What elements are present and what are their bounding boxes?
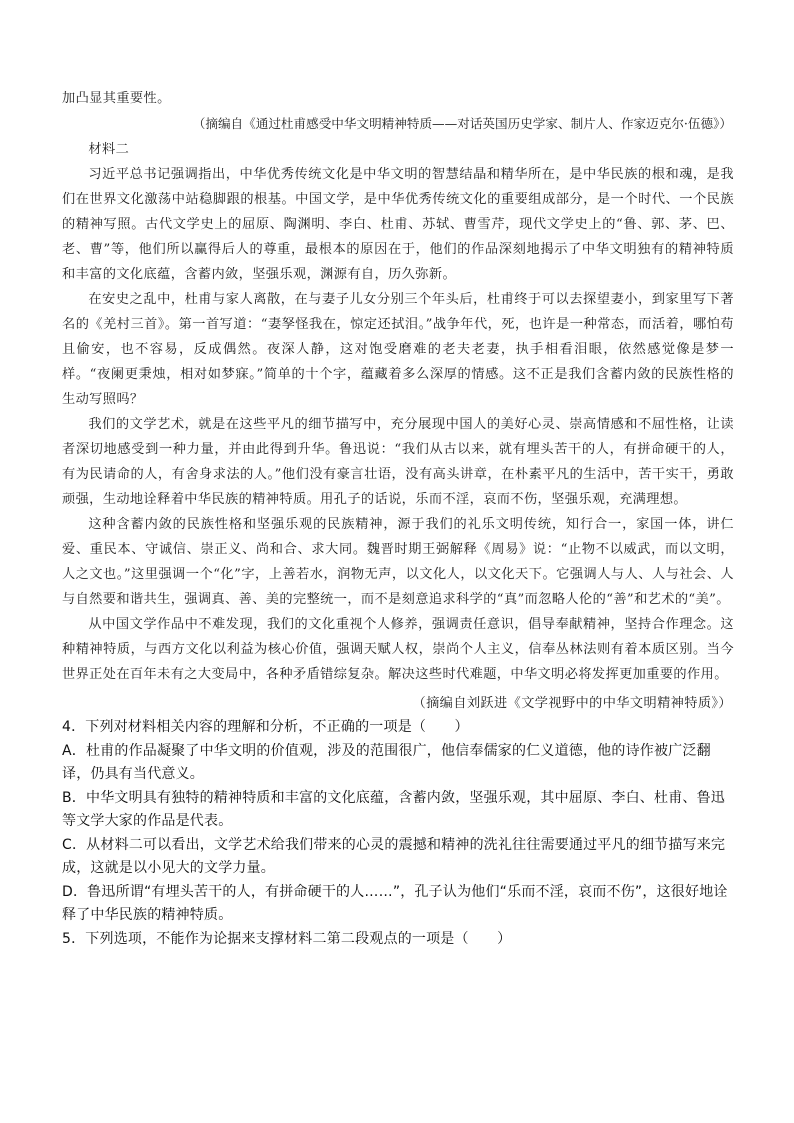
document-body bbox=[62, 86, 734, 951]
material1-tail: 加凸显其重要性。 bbox=[62, 91, 171, 106]
question-4-option-b: B．中华文明具有独特的精神特质和丰富的文化底蕴，含蓄内敛，坚强乐观，其中屈原、李白、杜甫、鲁迅等文学大家的作品是代表。 bbox=[62, 789, 726, 829]
material1-source: （摘编自《通过杜甫感受中华文明精神特质——对话英国历史学家、制片人、作家迈克尔·伍德》） bbox=[192, 116, 732, 131]
material2-heading: 材料二 bbox=[88, 142, 130, 157]
material2-source: （摘编自刘跃进《文学视野中的中华文明精神特质》） bbox=[412, 696, 732, 711]
material2-paragraph: 我们的文学艺术，就是在这些平凡的细节描写中，充分展现中国人的美好心灵、崇高情感和不屈性格，让读者深切地感受到一种力量，并由此得到升华。鲁迅说：“我们从古以来，就有埋头苦干的人，有拼命硬干的人，有为民请命的人，有舍身求法的人。”他们没有豪言壮语，没有高头讲章，在朴素平凡的生活中，苦干实干，勇敢顽强，生动地诠释着中华民族的精神特质。用孔子的话说，乐而不淫，哀而不伤，坚强乐观，充满理想。 bbox=[62, 417, 734, 507]
question-4-option-c: C．从材料二可以看出，文学艺术给我们带来的心灵的震撼和精神的洗礼往往需要通过平凡的细节描写来完成，这就是以小见大的文学力量。 bbox=[62, 836, 726, 876]
material2-paragraph: 习近平总书记强调指出，中华优秀传统文化是中华文明的智慧结晶和精华所在，是中华民族的根和魂，是我们在世界文化激荡中站稳脚跟的根基。中国文学，是中华优秀传统文化的重要组成部分，是一个时代、一个民族的精神写照。古代文学史上的屈原、陶渊明、李白、杜甫、苏轼、曹雪芹，现代文学史上的“鲁、郭、茅、巴、老、曹”等，他们所以赢得后人的尊重，最根本的原因在于，他们的作品深刻地揭示了中华文明独有的精神特质和丰富的文化底蕴，含蓄内敛，坚强乐观，渊源有自，历久弥新。 bbox=[62, 167, 734, 282]
question-4-option-a: A．杜甫的作品凝聚了中华文明的价值观，涉及的范围很广，他信奉儒家的仁义道德，他的诗作被广泛翻译，仍具有当代意义。 bbox=[62, 742, 711, 782]
material2-paragraph: 这种含蓄内敛的民族性格和坚强乐观的民族精神，源于我们的礼乐文明传统，知行合一，家国一体，讲仁爱、重民本、守诚信、崇正义、尚和合、求大同。魏晋时期王弼解释《周易》说：“止物不以威武，而以文明，人之文也。”这里强调一个“化”字，上善若水，润物无声，以文化人，以文化天下。它强调人与人、人与社会、人与自然要和谐共生，强调真、善、美的完整统一，而不是刻意追求科学的“真”而忽略人伦的“善”和艺术的“美”。 bbox=[62, 517, 734, 607]
question-4-stem: 4．下列对材料相关内容的理解和分析，不正确的一项是（ ） bbox=[62, 719, 469, 735]
material2-paragraph: 在安史之乱中，杜甫与家人离散，在与妻子儿女分别三个年头后，杜甫终于可以去探望妻小，到家里写下著名的《羌村三首》。第一首写道：“妻孥怪我在，惊定还拭泪。”战争年代，死，也许是一种常态，而活着，哪怕苟且偷安，也不容易，反成偶然。夜深人静，这对饱受磨难的老夫老妻，执手相看泪眼，依然感觉像是梦一样。“夜阑更秉烛，相对如梦寐。”简单的十个字，蕴藏着多么深厚的情感。这不正是我们含蓄内敛的民族性格的生动写照吗？ bbox=[62, 292, 734, 407]
material2-paragraph: 从中国文学作品中不难发现，我们的文化重视个人修养，强调责任意识，倡导奉献精神，坚持合作理念。这种精神特质，与西方文化以利益为核心价值，强调天赋人权，崇尚个人主义，信奉丛林法则有着本质区别。当今世界正处在百年未有之大变局中，各种矛盾错综复杂。解决这些时代难题，中华文明必将发挥更加重要的作用。 bbox=[62, 617, 734, 682]
question-4-option-d: D．鲁迅所谓“有埋头苦干的人，有拼命硬干的人……”，孔子认为他们“乐而不淫，哀而不伤”，这很好地诠释了中华民族的精神特质。 bbox=[62, 883, 728, 923]
question-5-stem: 5．下列选项，不能作为论据来支撑材料二第二段观点的一项是（ ） bbox=[62, 930, 512, 947]
